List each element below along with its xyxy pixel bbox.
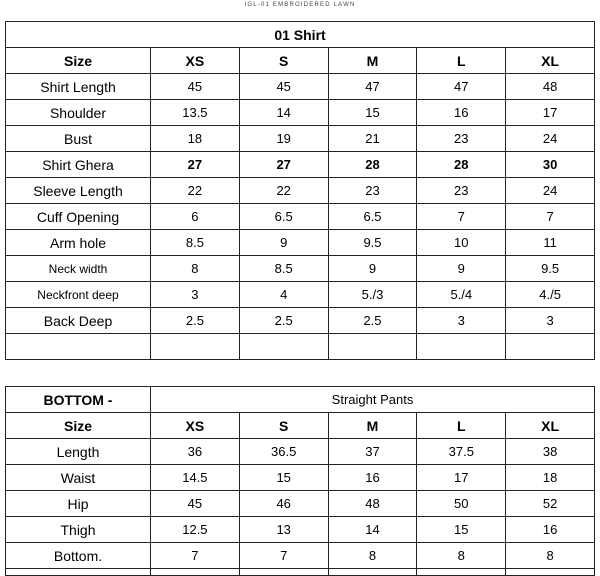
table-row bbox=[6, 178, 595, 204]
table-cell: 5./3 bbox=[328, 282, 417, 308]
table-row bbox=[6, 256, 595, 282]
size-xl-header: XL bbox=[506, 48, 595, 74]
table-cell: 28 bbox=[417, 152, 506, 178]
table-cell: 9 bbox=[417, 256, 506, 282]
table-row bbox=[6, 465, 595, 491]
table-cell: 27 bbox=[151, 152, 240, 178]
table-cell: 7 bbox=[151, 543, 240, 569]
empty-cell bbox=[417, 569, 506, 576]
table-cell: 17 bbox=[506, 100, 595, 126]
row-label: Hip bbox=[6, 491, 151, 517]
table-cell: 3 bbox=[417, 308, 506, 334]
shirt-size-table bbox=[5, 21, 595, 360]
table-cell: 45 bbox=[239, 74, 328, 100]
empty-cell bbox=[239, 334, 328, 360]
table-cell: 23 bbox=[328, 178, 417, 204]
table-cell: 14.5 bbox=[151, 465, 240, 491]
size-l-header: L bbox=[417, 413, 506, 439]
row-label: Sleeve Length bbox=[6, 178, 151, 204]
table-row bbox=[6, 100, 595, 126]
table-cell: 38 bbox=[506, 439, 595, 465]
table-cell: 2.5 bbox=[239, 308, 328, 334]
row-label: Neck width bbox=[6, 256, 151, 282]
table-cell: 23 bbox=[417, 126, 506, 152]
table-cell: 2.5 bbox=[151, 308, 240, 334]
empty-row bbox=[6, 334, 595, 360]
size-xs-header: XS bbox=[151, 413, 240, 439]
empty-cell bbox=[506, 569, 595, 576]
document-title: IGL-01 EMBROIDERED LAWN bbox=[244, 2, 356, 8]
table-cell: 9 bbox=[328, 256, 417, 282]
table-cell: 10 bbox=[417, 230, 506, 256]
table-cell: 16 bbox=[506, 517, 595, 543]
table-cell: 8 bbox=[151, 256, 240, 282]
size-m-header: M bbox=[328, 48, 417, 74]
row-label: Thigh bbox=[6, 517, 151, 543]
row-label: Back Deep bbox=[6, 308, 151, 334]
size-m-header: M bbox=[328, 413, 417, 439]
row-label: Neckfront deep bbox=[6, 282, 151, 308]
table-cell: 5./4 bbox=[417, 282, 506, 308]
table-cell: 36.5 bbox=[239, 439, 328, 465]
empty-cell bbox=[6, 569, 151, 576]
table-cell: 22 bbox=[239, 178, 328, 204]
table-row bbox=[6, 308, 595, 334]
bottom-title-row bbox=[6, 387, 595, 413]
size-s-header: S bbox=[239, 413, 328, 439]
bottom-size-header-row bbox=[6, 413, 595, 439]
table-cell: 36 bbox=[151, 439, 240, 465]
table-cell: 11 bbox=[506, 230, 595, 256]
table-cell: 15 bbox=[417, 517, 506, 543]
table-cell: 17 bbox=[417, 465, 506, 491]
table-row bbox=[6, 152, 595, 178]
row-label: Waist bbox=[6, 465, 151, 491]
table-cell: 8.5 bbox=[151, 230, 240, 256]
table-cell: 18 bbox=[506, 465, 595, 491]
table-row bbox=[6, 230, 595, 256]
row-label: Bottom. bbox=[6, 543, 151, 569]
row-label: Bust bbox=[6, 126, 151, 152]
empty-cell bbox=[151, 569, 240, 576]
row-label: Shirt Length bbox=[6, 74, 151, 100]
table-cell: 16 bbox=[417, 100, 506, 126]
row-label: Arm hole bbox=[6, 230, 151, 256]
table-cell: 52 bbox=[506, 491, 595, 517]
table-cell: 37 bbox=[328, 439, 417, 465]
empty-cell bbox=[151, 334, 240, 360]
table-cell: 13 bbox=[239, 517, 328, 543]
table-cell: 8.5 bbox=[239, 256, 328, 282]
empty-row bbox=[6, 569, 595, 576]
table-cell: 18 bbox=[151, 126, 240, 152]
table-cell: 13.5 bbox=[151, 100, 240, 126]
table-row bbox=[6, 204, 595, 230]
table-cell: 15 bbox=[239, 465, 328, 491]
table-row bbox=[6, 517, 595, 543]
table-row bbox=[6, 282, 595, 308]
table-row bbox=[6, 543, 595, 569]
table-cell: 6 bbox=[151, 204, 240, 230]
table-cell: 7 bbox=[417, 204, 506, 230]
table-cell: 45 bbox=[151, 74, 240, 100]
table-cell: 9 bbox=[239, 230, 328, 256]
table-cell: 6.5 bbox=[328, 204, 417, 230]
empty-cell bbox=[328, 334, 417, 360]
table-cell: 14 bbox=[328, 517, 417, 543]
table-cell: 14 bbox=[239, 100, 328, 126]
empty-cell bbox=[239, 569, 328, 576]
table-cell: 45 bbox=[151, 491, 240, 517]
table-cell: 12.5 bbox=[151, 517, 240, 543]
table-cell: 46 bbox=[239, 491, 328, 517]
size-header: Size bbox=[6, 48, 151, 74]
table-cell: 24 bbox=[506, 178, 595, 204]
empty-cell bbox=[328, 569, 417, 576]
table-cell: 47 bbox=[328, 74, 417, 100]
table-cell: 22 bbox=[151, 178, 240, 204]
bottom-table-title: BOTTOM - bbox=[6, 387, 151, 413]
table-cell: 8 bbox=[506, 543, 595, 569]
table-cell: 16 bbox=[328, 465, 417, 491]
size-l-header: L bbox=[417, 48, 506, 74]
table-cell: 7 bbox=[239, 543, 328, 569]
table-cell: 37.5 bbox=[417, 439, 506, 465]
table-cell: 23 bbox=[417, 178, 506, 204]
size-header: Size bbox=[6, 413, 151, 439]
table-cell: 9.5 bbox=[506, 256, 595, 282]
table-cell: 4 bbox=[239, 282, 328, 308]
table-cell: 30 bbox=[506, 152, 595, 178]
table-cell: 48 bbox=[328, 491, 417, 517]
row-label: Shirt Ghera bbox=[6, 152, 151, 178]
table-cell: 9.5 bbox=[328, 230, 417, 256]
size-xl-header: XL bbox=[506, 413, 595, 439]
table-cell: 48 bbox=[506, 74, 595, 100]
shirt-table-title: 01 Shirt bbox=[6, 22, 595, 48]
table-cell: 15 bbox=[328, 100, 417, 126]
table-cell: 4./5 bbox=[506, 282, 595, 308]
empty-cell bbox=[417, 334, 506, 360]
size-xs-header: XS bbox=[151, 48, 240, 74]
table-cell: 6.5 bbox=[239, 204, 328, 230]
table-row bbox=[6, 491, 595, 517]
table-cell: 21 bbox=[328, 126, 417, 152]
table-cell: 7 bbox=[506, 204, 595, 230]
table-row bbox=[6, 439, 595, 465]
table-cell: 8 bbox=[328, 543, 417, 569]
table-cell: 47 bbox=[417, 74, 506, 100]
table-cell: 3 bbox=[506, 308, 595, 334]
table-cell: 2.5 bbox=[328, 308, 417, 334]
shirt-size-header-row bbox=[6, 48, 595, 74]
empty-cell bbox=[6, 334, 151, 360]
size-s-header: S bbox=[239, 48, 328, 74]
bottom-style-label: Straight Pants bbox=[151, 387, 595, 413]
row-label: Shoulder bbox=[6, 100, 151, 126]
row-label: Cuff Opening bbox=[6, 204, 151, 230]
empty-cell bbox=[506, 334, 595, 360]
table-row bbox=[6, 74, 595, 100]
table-cell: 3 bbox=[151, 282, 240, 308]
table-cell: 24 bbox=[506, 126, 595, 152]
table-cell: 8 bbox=[417, 543, 506, 569]
table-cell: 27 bbox=[239, 152, 328, 178]
row-label: Length bbox=[6, 439, 151, 465]
table-cell: 28 bbox=[328, 152, 417, 178]
bottom-size-table bbox=[5, 386, 595, 576]
table-row bbox=[6, 126, 595, 152]
table-cell: 19 bbox=[239, 126, 328, 152]
table-cell: 50 bbox=[417, 491, 506, 517]
